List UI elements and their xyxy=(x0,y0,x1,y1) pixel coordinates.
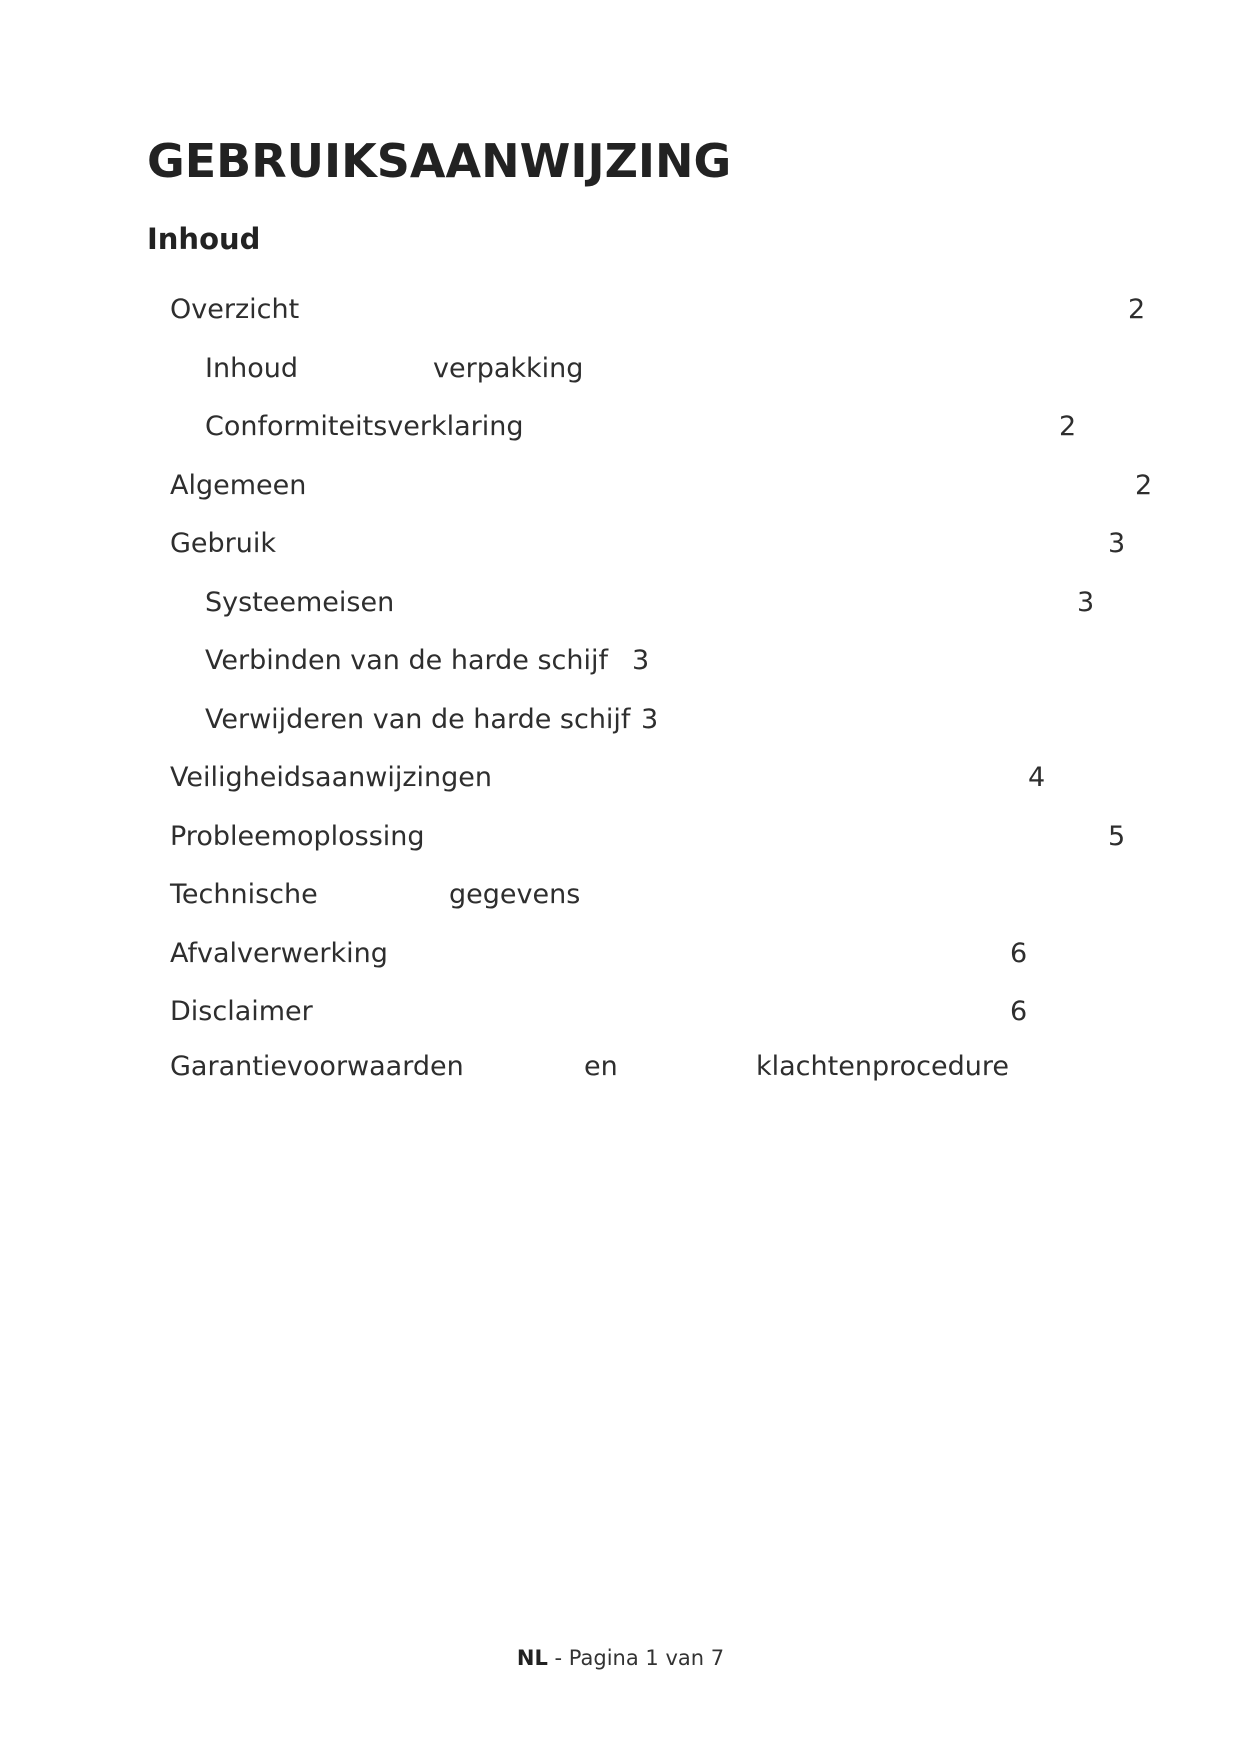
footer-language: NL xyxy=(516,1646,548,1670)
toc-page-gebruik: 3 xyxy=(1108,528,1126,559)
toc-item-verbinden[interactable]: Verbinden van de harde schijf xyxy=(205,645,608,676)
document-title: GEBRUIKSAANWIJZING xyxy=(147,134,732,188)
toc-page-probleemoplossing: 5 xyxy=(1108,821,1126,852)
toc-page-systeemeisen: 3 xyxy=(1077,587,1095,618)
toc-page-overzicht: 2 xyxy=(1128,294,1146,325)
toc-item-verwijderen[interactable]: Verwijderen van de harde schijf xyxy=(205,704,631,735)
toc-item-garantie-c[interactable]: klachtenprocedure xyxy=(756,1051,1009,1082)
toc-page-verbinden: 3 xyxy=(632,645,650,676)
toc-item-inhoud-verpakking-a[interactable]: Inhoud xyxy=(205,353,298,384)
toc-page-conformiteitsverklaring: 2 xyxy=(1059,411,1077,442)
toc-item-technische-gegevens-b[interactable]: gegevens xyxy=(449,879,581,910)
toc-item-overzicht[interactable]: Overzicht xyxy=(170,294,300,325)
toc-heading: Inhoud xyxy=(147,222,261,256)
toc-item-veiligheidsaanwijzingen[interactable]: Veiligheidsaanwijzingen xyxy=(170,762,492,793)
toc-item-inhoud-verpakking-b[interactable]: verpakking xyxy=(433,353,584,384)
toc-page-afvalverwerking: 6 xyxy=(1010,938,1028,969)
toc-item-disclaimer[interactable]: Disclaimer xyxy=(170,996,313,1027)
toc-item-gebruik[interactable]: Gebruik xyxy=(170,528,277,559)
toc-item-afvalverwerking[interactable]: Afvalverwerking xyxy=(170,938,388,969)
toc-item-systeemeisen[interactable]: Systeemeisen xyxy=(205,587,395,618)
toc-page-veiligheidsaanwijzingen: 4 xyxy=(1028,762,1046,793)
toc-item-probleemoplossing[interactable]: Probleemoplossing xyxy=(170,821,425,852)
toc-item-conformiteitsverklaring[interactable]: Conformiteitsverklaring xyxy=(205,411,524,442)
toc-page-disclaimer: 6 xyxy=(1010,996,1028,1027)
footer-page-number: - Pagina 1 van 7 xyxy=(554,1646,725,1670)
toc-item-technische-gegevens-a[interactable]: Technische xyxy=(170,879,318,910)
toc-item-garantie-b[interactable]: en xyxy=(584,1051,618,1082)
toc-item-algemeen[interactable]: Algemeen xyxy=(170,470,307,501)
toc-page-verwijderen: 3 xyxy=(641,704,659,735)
page-footer xyxy=(0,1646,1241,1670)
toc-page-algemeen: 2 xyxy=(1135,470,1153,501)
toc-item-garantie-a[interactable]: Garantievoorwaarden xyxy=(170,1051,464,1082)
